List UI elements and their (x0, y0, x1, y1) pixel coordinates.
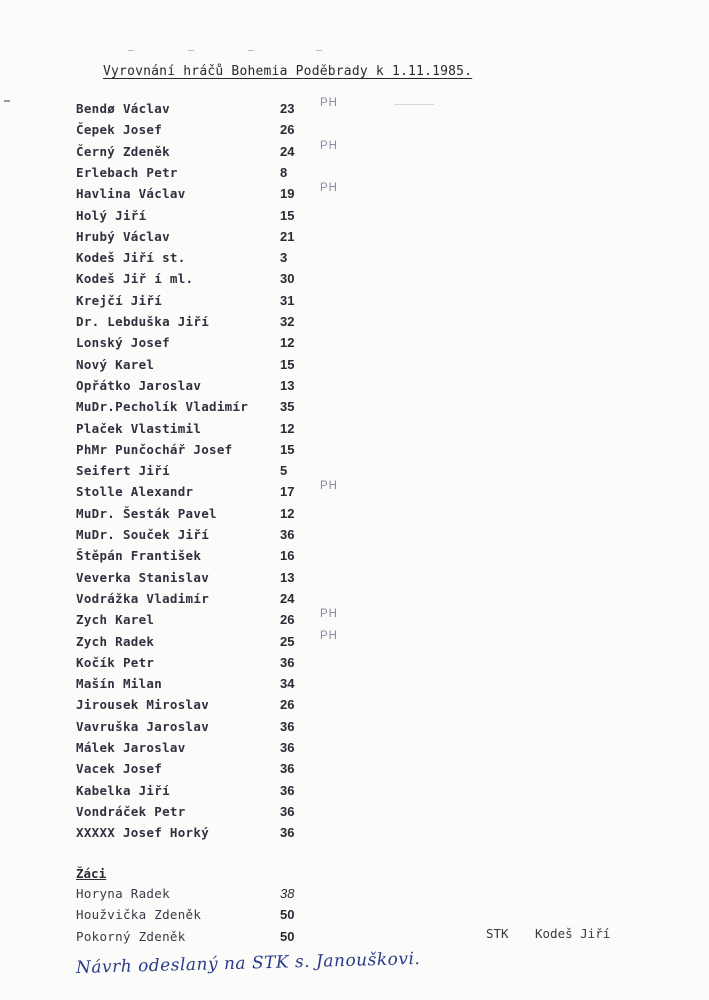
player-name: Plaček Vlastimil (76, 420, 202, 436)
table-row (76, 719, 376, 737)
player-value: 36 (280, 654, 295, 670)
player-value: 12 (280, 335, 295, 351)
player-value: 3 (280, 250, 288, 266)
player-name: Havlina Václav (76, 186, 186, 202)
player-name: Zych Radek (76, 633, 155, 649)
player-value: 15 (280, 441, 295, 457)
player-value: 13 (280, 569, 295, 585)
table-row (76, 314, 376, 332)
table-row (76, 629, 376, 652)
youth-value: 50 (280, 928, 295, 944)
youth-value: 50 (280, 907, 295, 923)
handwritten-mark: PH (320, 608, 338, 621)
player-name: Kodeš Jiř í ml. (76, 271, 194, 287)
table-row (76, 825, 376, 843)
player-name: Kabelka Jiří (76, 782, 170, 798)
table-row (76, 139, 376, 162)
player-name: Vondráček Petr (76, 803, 186, 819)
table-row (76, 463, 376, 481)
player-value: 32 (280, 314, 295, 329)
table-row (76, 271, 376, 289)
player-value: 36 (280, 782, 295, 798)
header-dash (316, 50, 322, 51)
youth-name: Pokorný Zdeněk (76, 928, 186, 944)
player-value: 30 (280, 271, 295, 287)
player-name: Černý Zdeněk (76, 143, 170, 159)
player-value: 36 (280, 718, 295, 734)
player-value: 25 (280, 633, 295, 649)
player-name: Opřátko Jaroslav (76, 377, 202, 393)
player-name: Krejčí Jiří (76, 292, 163, 308)
table-row (76, 929, 376, 947)
player-name: Jirousek Miroslav (76, 697, 210, 713)
table-row (76, 399, 376, 417)
table-row (76, 421, 376, 439)
player-name: Zych Karel (76, 612, 155, 628)
table-row (76, 804, 376, 822)
player-name: MuDr. Šesták Pavel (76, 505, 217, 521)
player-value: 5 (280, 463, 288, 479)
player-name: Čepek Josef (76, 122, 163, 138)
header-dash (248, 50, 254, 51)
handwritten-mark: PH (320, 480, 338, 493)
stk-label: STK (486, 926, 509, 941)
player-value: 36 (280, 761, 295, 777)
player-name: Mašín Milan (76, 676, 163, 692)
player-name: Vacek Josef (76, 761, 163, 777)
handwritten-mark: PH (320, 182, 338, 195)
player-value: 31 (280, 292, 295, 308)
player-value: 26 (280, 697, 295, 713)
player-name: Štěpán František (76, 548, 202, 564)
player-name: MuDr. Souček Jiří (76, 527, 210, 542)
player-name: Bendø Václav (76, 101, 170, 116)
table-row (76, 357, 376, 375)
player-name: Málek Jaroslav (76, 740, 186, 755)
youth-heading: Žáci (76, 866, 107, 881)
youth-name: Houžvička Zdeněk (76, 907, 202, 923)
player-value: 21 (280, 228, 295, 244)
table-row (76, 506, 376, 524)
table-row (76, 591, 376, 609)
player-name: Lonský Josef (76, 335, 170, 351)
player-name: Dr. Lebduška Jiří (76, 314, 210, 329)
player-value: 36 (280, 825, 295, 841)
player-value: 36 (280, 740, 295, 755)
player-value: 17 (280, 484, 295, 500)
player-value: 23 (280, 101, 295, 116)
player-value: 12 (280, 505, 295, 521)
table-row (76, 676, 376, 694)
table-row (76, 480, 376, 502)
table-row (76, 697, 376, 715)
handwritten-mark: PH (320, 97, 338, 109)
player-value: 26 (280, 122, 295, 138)
player-value: 35 (280, 399, 295, 415)
player-name: Holý Jiří (76, 207, 147, 223)
table-row (76, 97, 376, 119)
player-name: Kodeš Jiří st. (76, 250, 186, 266)
player-value: 8 (280, 164, 288, 180)
player-name: Vodrážka Vladimír (76, 590, 210, 606)
document-title: Vyrovnání hráčů Bohemia Poděbrady k 1.11.1985. (103, 64, 473, 79)
table-row (76, 761, 376, 779)
youth-name: Horyna Radek (76, 886, 170, 901)
table-row (76, 378, 376, 396)
player-name: XXXXX Josef Horký (76, 825, 210, 841)
player-value: 34 (280, 676, 295, 692)
handwritten-mark: PH (320, 139, 338, 152)
table-row (76, 570, 376, 588)
player-name: Nový Karel (76, 356, 155, 372)
player-value: 12 (280, 420, 295, 436)
faint-mark (394, 104, 434, 105)
table-row (76, 886, 376, 904)
header-dash (128, 50, 134, 51)
player-name: Kočík Petr (76, 654, 155, 670)
table-row (76, 548, 376, 566)
player-value: 36 (280, 803, 295, 819)
player-name: Vavruška Jaroslav (76, 718, 210, 734)
table-row (76, 442, 376, 460)
player-value: 13 (280, 377, 295, 393)
table-row (76, 293, 376, 311)
player-value: 15 (280, 356, 295, 372)
player-name: MuDr.Pecholík Vladimír (76, 399, 249, 415)
player-name: Erlebach Petr (76, 164, 178, 180)
player-value: 24 (280, 143, 295, 159)
table-row (76, 783, 376, 801)
table-row (76, 608, 376, 630)
table-row (76, 250, 376, 268)
player-value: 26 (280, 612, 295, 628)
player-value: 36 (280, 527, 295, 542)
table-row (76, 165, 376, 183)
player-value: 16 (280, 548, 295, 564)
player-value: 15 (280, 207, 295, 223)
table-row (76, 740, 376, 758)
header-dash (188, 50, 194, 51)
handwritten-note: Návrh odeslaný na STK s. Janouškovi. (75, 948, 421, 978)
table-row (76, 335, 376, 353)
table-row (76, 122, 376, 140)
player-name: PhMr Punčochář Josef (76, 441, 233, 457)
margin-mark (4, 100, 10, 102)
player-value: 24 (280, 590, 295, 606)
table-row (76, 229, 376, 247)
table-row (76, 655, 376, 673)
youth-value: 38 (280, 886, 295, 901)
table-row (76, 907, 376, 925)
table-row (76, 527, 376, 545)
player-name: Hrubý Václav (76, 228, 170, 244)
player-name: Veverka Stanislav (76, 569, 210, 585)
handwritten-mark: PH (320, 629, 338, 642)
table-row (76, 208, 376, 226)
stk-name: Kodeš Jiří (535, 926, 611, 941)
player-name: Stolle Alexandr (76, 484, 194, 500)
player-name: Seifert Jiří (76, 463, 170, 479)
player-value: 19 (280, 186, 295, 202)
table-row (76, 182, 376, 204)
